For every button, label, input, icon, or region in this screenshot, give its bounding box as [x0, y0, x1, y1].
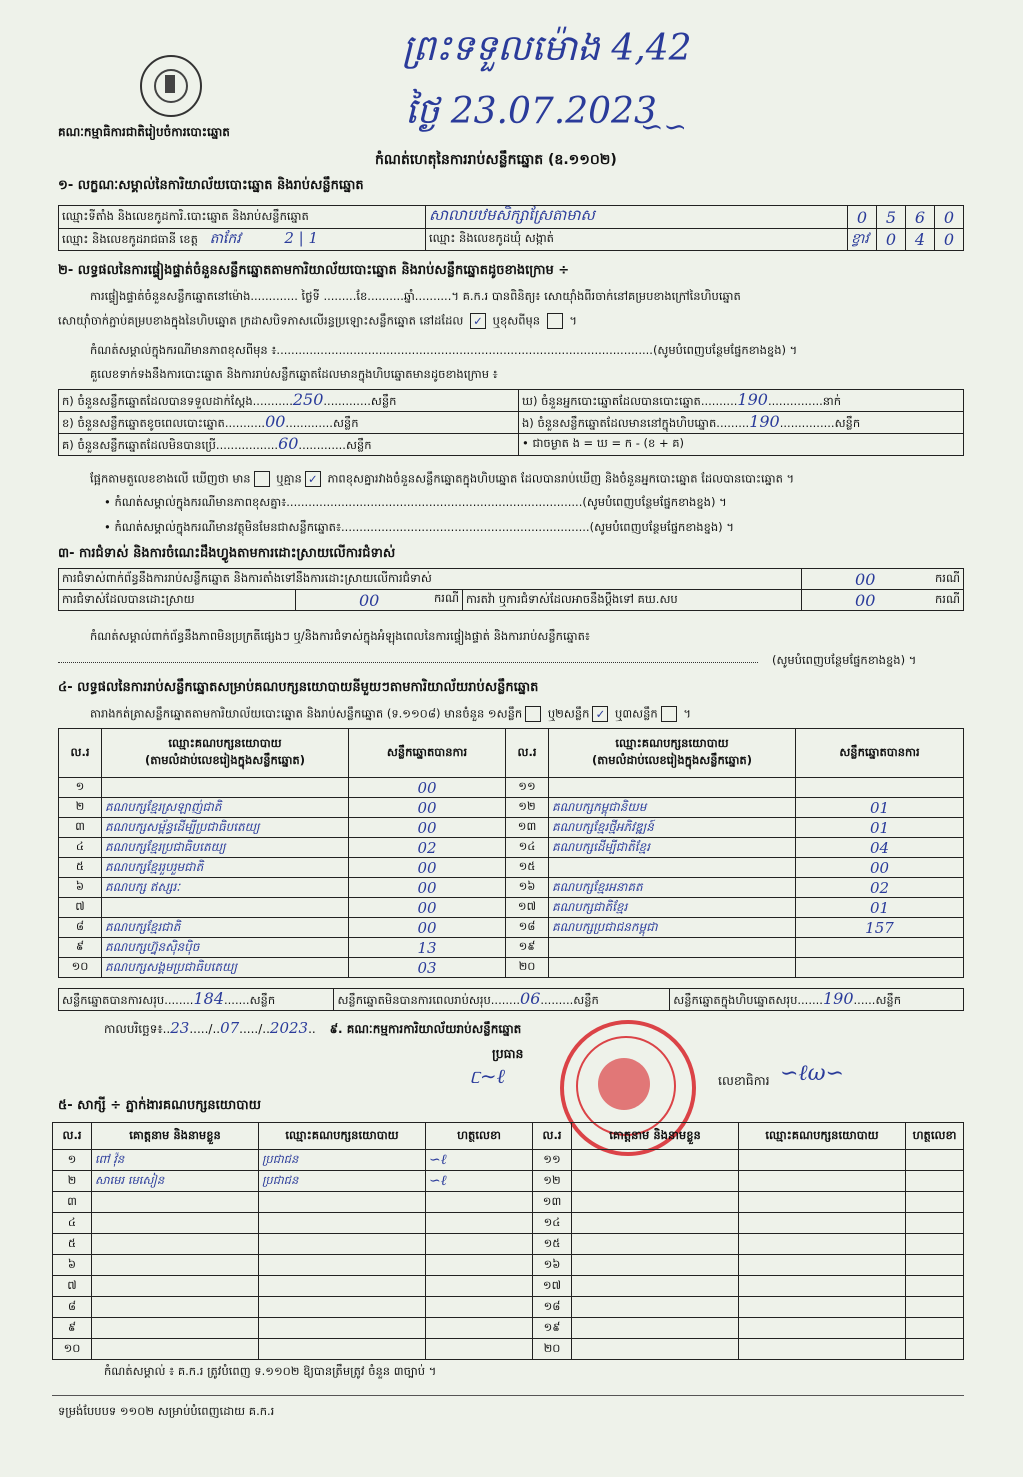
cell-kho-voters: ឃ) ចំនួនអ្នកបោះឆ្នោតដែលបានបោះឆ្នោត..........190...............នាក់: [519, 390, 964, 412]
result-no: ២០: [506, 958, 549, 978]
witness-name: [92, 1276, 259, 1297]
witness-party: [259, 1339, 426, 1360]
witness-signature: [426, 1339, 533, 1360]
witness-row: [53, 1213, 964, 1234]
witness-row: [53, 1339, 964, 1360]
results-row: [59, 898, 964, 918]
section2-line2: សោយ៉ាំចាក់ភ្ជាប់គម្របខាងក្នុងនៃហិបឆ្នោត ក្រដាសបិទភាសលើរន្ធប្រឡោះសន្លឹកឆ្នោត នៅដដែល ✓ ឬខុសពីមុន ។: [58, 313, 577, 328]
witness-col-no-left: ល.រ: [53, 1123, 92, 1150]
result-votes: 00: [349, 878, 506, 898]
section2-line1: ការផ្ទៀងផ្ទាត់ចំនួនសន្លឹកឆ្នោតនៅម៉ោង............. ថ្ងៃទី .........ខែ..........ឆ្នាំ..........។ គ.ក.រ បានពិនិត្យ៖ សោយ៉ាំងពីរចាក់នៅគម្របខាងក្រៅនៃហិបឆ្នោត: [90, 289, 741, 303]
witness-name: សាមេរ មេសៀន: [92, 1171, 259, 1192]
witness-no: ១៥: [533, 1234, 572, 1255]
witness-party: [259, 1192, 426, 1213]
commune-label: ឈ្មោះ និងលេខកូដឃុំ សង្កាត់: [426, 229, 848, 251]
results-row: [59, 918, 964, 938]
result-no: ៧: [59, 898, 102, 918]
result-party: គណបក្សហ្វ៊ុនស៊ិនប៉ិច: [102, 938, 349, 958]
three-sheet-checkbox[interactable]: [661, 706, 677, 722]
witness-name: [92, 1297, 259, 1318]
witness-party: ប្រជាជន: [259, 1150, 426, 1171]
result-party: គណបក្សខ្មែរស្រឡាញ់ជាតិ: [102, 798, 349, 818]
witness-col-name-left: គោត្តនាម និងនាមខ្លួន: [92, 1123, 259, 1150]
witness-party: [739, 1297, 906, 1318]
result-votes: 01: [796, 898, 964, 918]
secretary-label: លេខាធិការ: [718, 1073, 770, 1088]
witness-no: ១៧: [533, 1276, 572, 1297]
witness-no: ១៩: [533, 1318, 572, 1339]
witness-name: [572, 1339, 739, 1360]
witness-name: [572, 1318, 739, 1339]
witness-party: [259, 1297, 426, 1318]
result-party: [102, 778, 349, 798]
result-no: ១៤: [506, 838, 549, 858]
result-party: គណបក្សសង្គមប្រជាធិបតេយ្យ: [102, 958, 349, 978]
witness-name: [92, 1339, 259, 1360]
result-no: ១៣: [506, 818, 549, 838]
result-no: ១៥: [506, 858, 549, 878]
result-votes: [796, 938, 964, 958]
result-votes: 00: [349, 778, 506, 798]
objection-row2-label: ការជំទាស់ដែលបានដោះស្រាយ: [59, 590, 296, 611]
witness-no: ៣: [53, 1192, 92, 1213]
witness-name: [572, 1150, 739, 1171]
witness-name: [92, 1255, 259, 1276]
result-votes: 00: [349, 858, 506, 878]
result-votes: [796, 778, 964, 798]
has-diff-checkbox[interactable]: [254, 471, 270, 487]
result-no: ៣: [59, 818, 102, 838]
section2-line4: គួលេខទាក់ទងនឹងការបោះឆ្នោត និងការរាប់សន្លឹកឆ្នោតដែលមានក្នុងហិបឆ្នោតមានដូចខាងក្រោម ៖: [90, 367, 498, 381]
section4-subtitle: តារាងកត់ត្រាសន្លឹកឆ្នោតតាមការិយាល័យបោះឆ្នោត និងរាប់សន្លឹកឆ្នោត (ទ.១១០៨) មានចំនួន ១សន្លឹក ឬ២សន្លឹក ✓ ឬ៣សន្លឹក ។: [90, 706, 691, 721]
unchanged-checkbox[interactable]: ✓: [470, 313, 486, 329]
result-no: ១៨: [506, 918, 549, 938]
col-party-right: ឈ្មោះគណបក្សនយោបាយ (តាមលំដាប់លេខរៀងក្នុងសន្លឹកឆ្នោត): [549, 729, 796, 778]
witness-party: [739, 1318, 906, 1339]
handwritten-received-time: ព្រះទទួលម៉ោង 4,42: [402, 28, 692, 69]
objection-row2-label2: ការតវ៉ា ឬការជំទាស់ដែលអាចនឹងប្តឹងទៅ គឃ.សប: [463, 590, 802, 611]
result-party: គណបក្សខ្មែរអនាគត: [549, 878, 796, 898]
witness-signature: [906, 1171, 964, 1192]
witness-signature: [426, 1213, 533, 1234]
result-no: ៥: [59, 858, 102, 878]
results-row: [59, 938, 964, 958]
site-code-d4: 0: [935, 206, 964, 229]
witness-party: [739, 1213, 906, 1234]
total-valid-cell: សន្លឹកឆ្នោតបានការសរុប........184.......សន្លឹក: [59, 989, 334, 1011]
site-code-d2: 5: [877, 206, 906, 229]
result-party: គណបក្សខ្មែររួបរួមជាតិ: [102, 858, 349, 878]
witness-name: [92, 1318, 259, 1339]
result-no: ៩: [59, 938, 102, 958]
result-party: [549, 958, 796, 978]
section3-note1: កំណត់សម្គាល់ពាក់ព័ន្ធនឹងភាពមិនប្រក្រតីផ្សេងៗ ឬ/និងការជំទាស់ក្នុងអំឡុងពេលនៃការផ្ទៀងផ្ទាត់ និងការរាប់សន្លឹកឆ្នោត៖: [90, 629, 590, 643]
objections-table: [58, 568, 964, 611]
results-row: [59, 798, 964, 818]
witness-row: [53, 1192, 964, 1213]
ballot-count-table: [58, 389, 964, 456]
witness-party: [739, 1150, 906, 1171]
witness-col-name-right: គោត្តនាម និងនាមខ្លួន: [572, 1123, 739, 1150]
witness-party: [739, 1339, 906, 1360]
handwritten-received-date: ថ្ងៃ 23.07.2023: [405, 91, 657, 132]
site-code-d3: 6: [906, 206, 935, 229]
site-code-d1: 0: [848, 206, 877, 229]
result-party: គណបក្សដើម្បីជាតិខ្មែរ: [549, 838, 796, 858]
witness-no: ៨: [53, 1297, 92, 1318]
witness-row: [53, 1255, 964, 1276]
witness-signature: [426, 1192, 533, 1213]
footer-bottom: ទម្រង់បែបបទ ១១០២ សម្រាប់បំពេញដោយ គ.ក.រ: [58, 1404, 275, 1418]
witness-signature: [426, 1255, 533, 1276]
result-no: ១១: [506, 778, 549, 798]
witness-signature: [906, 1234, 964, 1255]
result-party: [102, 898, 349, 918]
witness-no: ១: [53, 1150, 92, 1171]
col-no-left: ល.រ: [59, 729, 102, 778]
witness-party: [259, 1318, 426, 1339]
result-party: [549, 938, 796, 958]
witness-signature: [426, 1318, 533, 1339]
cell-ng: ង) ចំនួនសន្លឹកឆ្នោតដែលមាននៅក្នុងហិបឆ្នោត.........190...............សន្លឹក: [519, 412, 964, 434]
witness-signature: [426, 1297, 533, 1318]
witness-name: [572, 1276, 739, 1297]
one-sheet-checkbox[interactable]: [525, 706, 541, 722]
province-code: 2 | 1: [284, 229, 319, 247]
results-row: [59, 838, 964, 858]
witness-no: ១០: [53, 1339, 92, 1360]
section2-bullet2: • កំណត់សម្គាល់ក្នុងករណីមានវត្ថុមិនមែនជាសន្លឹកឆ្នោត៖....................................................................(សូមបំពេញបន្ថែមផ្នែកខាងខ្នង) ។: [104, 520, 734, 534]
province-label: ឈ្មោះ និងលេខកូដរាជធានី ខេត្ត: [62, 232, 198, 246]
total-invalid-cell: សន្លឹកឆ្នោតមិនបានការពេលរាប់សរុប........06.........សន្លឹក: [334, 989, 670, 1011]
results-row: [59, 818, 964, 838]
witness-name: [92, 1234, 259, 1255]
witness-row: [53, 1318, 964, 1339]
totals-table: [58, 988, 964, 1011]
section2-line5: ផ្អែកតាមតួលេខខាងលើ ឃើញថា មាន ឬគ្មាន ✓ ភាពខុសគ្នារវាងចំនួនសន្លឹកឆ្នោតក្នុងហិបឆ្នោត ដែលបានរាប់ឃើញ និងចំនួនអ្នកបោះឆ្នោត ដែលបានបោះឆ្នោត ។: [90, 471, 795, 486]
witness-party: [739, 1255, 906, 1276]
witness-no: ១២: [533, 1171, 572, 1192]
org-name: គណៈកម្មាធិការជាតិរៀបចំការបោះឆ្នោត: [58, 125, 230, 139]
witness-row: [53, 1297, 964, 1318]
results-table: [58, 728, 964, 978]
province-value: តាកែវ: [209, 231, 241, 247]
witness-signature: [906, 1318, 964, 1339]
note-fill-line: [58, 662, 758, 663]
result-votes: 00: [349, 798, 506, 818]
result-no: ១៩: [506, 938, 549, 958]
secretary-signature: ∽ℓω∽: [780, 1061, 844, 1086]
witness-signature: [906, 1255, 964, 1276]
result-party: គណបក្សជាតិខ្មែរ: [549, 898, 796, 918]
witness-row: [53, 1171, 964, 1192]
witness-col-party-left: ឈ្មោះគណបក្សនយោបាយ: [259, 1123, 426, 1150]
handwritten-scribble: ∽∽: [640, 110, 687, 143]
result-votes: [796, 958, 964, 978]
witness-col-no-right: ល.រ: [533, 1123, 572, 1150]
result-votes: 00: [796, 858, 964, 878]
witness-name: [92, 1192, 259, 1213]
changed-checkbox[interactable]: [547, 313, 563, 329]
result-no: ៦: [59, 878, 102, 898]
result-votes: 02: [349, 838, 506, 858]
no-diff-checkbox[interactable]: ✓: [305, 471, 321, 487]
objection-row1-label: ការជំទាស់ពាក់ព័ន្ធនឹងការរាប់សន្លឹកឆ្នោត និងការតាំងទៅនឹងការដោះស្រាយលើការជំទាស់: [59, 569, 802, 590]
witness-signature: [906, 1213, 964, 1234]
footer-note: កំណត់សម្គាល់ ៖ គ.ក.រ ត្រូវបំពេញ ទ.១១០២ ឱ្យបានត្រឹមត្រូវ ចំនួន ៣ច្បាប់ ។: [104, 1364, 437, 1378]
witness-no: ១៨: [533, 1297, 572, 1318]
section2-bullet1: • កំណត់សម្គាល់ក្នុងករណីមានភាពខុសគ្នា៖.................................................................................(សូមបំពេញបន្ថែមផ្នែកខាងខ្នង) ។: [104, 495, 727, 509]
witness-party: [739, 1192, 906, 1213]
witness-signature: [906, 1339, 964, 1360]
date-line: កាលបរិច្ឆេទ៖..23...../..07...../..2023.. ៩. គណៈកម្មការការិយាល័យរាប់សន្លឹកឆ្នោត: [104, 1019, 522, 1037]
cell-kha: ខ) ចំនួនសន្លឹកឆ្នោតខូចពេលបោះឆ្នោត...........00.............សន្លឹក: [59, 412, 519, 434]
witness-signature: [906, 1297, 964, 1318]
witness-signature: [426, 1234, 533, 1255]
witness-no: ៦: [53, 1255, 92, 1276]
result-party: គណបក្សកម្ពុជានិយម: [549, 798, 796, 818]
result-votes: 00: [349, 918, 506, 938]
witness-party: [259, 1255, 426, 1276]
objection-row2-value2: 00: [802, 590, 929, 611]
witness-no: ២: [53, 1171, 92, 1192]
commune-code-d3: 0: [935, 229, 964, 251]
witness-party: ប្រជាជន: [259, 1171, 426, 1192]
witness-col-sign-right: ហត្ថលេខា: [906, 1123, 964, 1150]
witness-signature: [906, 1150, 964, 1171]
col-no-right: ល.រ: [506, 729, 549, 778]
result-no: ១២: [506, 798, 549, 818]
witness-name: ពៅ វ៉ុន: [92, 1150, 259, 1171]
witness-party: [739, 1276, 906, 1297]
objection-row1-unit: ករណី: [928, 569, 963, 590]
witness-no: ៤: [53, 1213, 92, 1234]
result-party: គណបក្សខ្មែរប្រជាធិបតេយ្យ: [102, 838, 349, 858]
witness-no: ១៤: [533, 1213, 572, 1234]
witness-name: [572, 1255, 739, 1276]
witness-signature: [906, 1192, 964, 1213]
cell-formula: • ជាចម្ងាត ង = ឃ = ក - (ខ + គ): [519, 434, 964, 456]
witness-party: [739, 1171, 906, 1192]
witness-name: [572, 1297, 739, 1318]
result-votes: 01: [796, 818, 964, 838]
result-votes: 03: [349, 958, 506, 978]
result-votes: 02: [796, 878, 964, 898]
total-box-cell: សន្លឹកឆ្នោតក្នុងហិបឆ្នោតសរុប.......190......សន្លឹក: [670, 989, 964, 1011]
results-row: [59, 858, 964, 878]
witness-party: [259, 1234, 426, 1255]
witness-no: ២០: [533, 1339, 572, 1360]
section3-note2: (សូមបំពេញបន្ថែមផ្នែកខាងខ្នង) ។: [772, 653, 917, 667]
result-votes: 04: [796, 838, 964, 858]
chair-label: ប្រធាន: [492, 1046, 524, 1061]
section4-title: ៤- លទ្ធផលនៃការរាប់សន្លឹកឆ្នោតសម្រាប់គណបក្សនយោបាយនីមួយៗតាមការិយាល័យរាប់សន្លឹកឆ្នោត: [58, 680, 539, 695]
cell-ka: ក) ចំនួនសន្លឹកឆ្នោតដែលបានទទួលដាក់ស្តែង...........250.............សន្លឹក: [59, 390, 519, 412]
witness-name: [572, 1171, 739, 1192]
section2-line3: កំណត់សម្គាល់ក្នុងករណីមានភាពខុសពីមុន ៖.......................................................................................................(សូមបំពេញបន្ថែមផ្នែកខាងខ្នង) ។: [90, 343, 798, 357]
cell-ko: គ) ចំនួនសន្លឹកឆ្នោតដែលមិនបានប្រើ.................60.............សន្លឹក: [59, 434, 519, 456]
result-party: គណបក្សប្រជាជនកម្ពុជា: [549, 918, 796, 938]
result-votes: 01: [796, 798, 964, 818]
section5-title: ៥- សាក្សី ÷ ភ្នាក់ងារគណបក្សនយោបាយ: [58, 1098, 261, 1113]
result-no: ២: [59, 798, 102, 818]
results-row: [59, 958, 964, 978]
col-votes-right: សន្លឹកឆ្នោតបានការ: [796, 729, 964, 778]
site-value: សាលាបឋមសិក្សាស្រែតាមាស: [426, 206, 848, 229]
col-party-left: ឈ្មោះគណបក្សនយោបាយ (តាមលំដាប់លេខរៀងក្នុងសន្លឹកឆ្នោត): [102, 729, 349, 778]
objection-row2-unit: ករណី: [928, 590, 963, 611]
result-no: ១៧: [506, 898, 549, 918]
witness-no: ៩: [53, 1318, 92, 1339]
results-row: [59, 878, 964, 898]
witness-signature: ∽ℓ: [426, 1150, 533, 1171]
commune-code-d1: 0: [877, 229, 906, 251]
result-no: ១០: [59, 958, 102, 978]
result-votes: 00: [349, 898, 506, 918]
objection-row2-cell: 00 ករណី: [296, 590, 463, 611]
result-votes: 157: [796, 918, 964, 938]
witness-no: ១៦: [533, 1255, 572, 1276]
results-row: [59, 778, 964, 798]
witness-col-party-right: ឈ្មោះគណបក្សនយោបាយ: [739, 1123, 906, 1150]
result-party: គណបក្ស ឥស្សរៈ: [102, 878, 349, 898]
objection-row1-value: 00: [802, 569, 929, 590]
witness-name: [572, 1234, 739, 1255]
witness-party: [259, 1276, 426, 1297]
footer-rule: [52, 1395, 964, 1396]
witness-no: ១១: [533, 1150, 572, 1171]
witness-name: [92, 1213, 259, 1234]
commune-value: ខ្វាវ: [848, 229, 877, 251]
witness-col-sign-left: ហត្ថលេខា: [426, 1123, 533, 1150]
result-votes: 13: [349, 938, 506, 958]
site-label: ឈ្មោះទីតាំង និងលេខកូដការិ.បោះឆ្នោត និងរាប់សន្លឹកឆ្នោត: [59, 206, 426, 229]
witness-row: [53, 1234, 964, 1255]
chair-signature: ᥴ∼ℓ: [470, 1064, 505, 1088]
section1-title: ១- លក្ខណៈសម្គាល់នៃការិយាល័យបោះឆ្នោត និងរាប់សន្លឹកឆ្នោត: [58, 178, 364, 193]
section3-title: ៣- ការជំទាស់ និងការចំណេះដឹងហ្វូងតាមការដោះស្រាយលើការជំទាស់: [58, 546, 396, 561]
witness-signature: [426, 1276, 533, 1297]
result-party: [549, 858, 796, 878]
result-votes: 00: [349, 818, 506, 838]
witness-no: ៧: [53, 1276, 92, 1297]
result-party: គណបក្សសម្ព័ន្ធដើម្បីប្រជាធិបតេយ្យ: [102, 818, 349, 838]
witness-party: [259, 1213, 426, 1234]
witness-no: ៥: [53, 1234, 92, 1255]
province-cell: [59, 229, 426, 251]
witness-party: [739, 1234, 906, 1255]
witness-name: [572, 1192, 739, 1213]
result-no: ៤: [59, 838, 102, 858]
result-no: ១: [59, 778, 102, 798]
witness-no: ១៣: [533, 1192, 572, 1213]
result-party: គណបក្សខ្មែរជាតិ: [102, 918, 349, 938]
witness-signature: [906, 1276, 964, 1297]
witness-row: [53, 1276, 964, 1297]
witness-signature: ∽ℓ: [426, 1171, 533, 1192]
result-no: ១៦: [506, 878, 549, 898]
doc-title: កំណត់ហេតុនៃការរាប់សន្លឹកឆ្នោត (ឧ.១១០២): [375, 152, 617, 168]
result-no: ៨: [59, 918, 102, 938]
nec-logo: [140, 55, 202, 117]
witness-name: [572, 1213, 739, 1234]
witness-table: [52, 1122, 964, 1360]
result-party: [549, 778, 796, 798]
result-party: គណបក្សខ្មែរថ្មីអភិវឌ្ឍន៍: [549, 818, 796, 838]
two-sheet-checkbox[interactable]: ✓: [592, 706, 608, 722]
section1-table: [58, 205, 964, 251]
section2-title: ២- លទ្ធផលនៃការផ្ទៀងផ្ទាត់ចំនួនសន្លឹកឆ្នោតតាមការិយាល័យបោះឆ្នោត និងរាប់សន្លឹកឆ្នោតដូចខាងក្រោម ÷: [58, 263, 570, 278]
col-votes-left: សន្លឹកឆ្នោតបានការ: [349, 729, 506, 778]
commune-code-d2: 4: [906, 229, 935, 251]
witness-row: [53, 1150, 964, 1171]
